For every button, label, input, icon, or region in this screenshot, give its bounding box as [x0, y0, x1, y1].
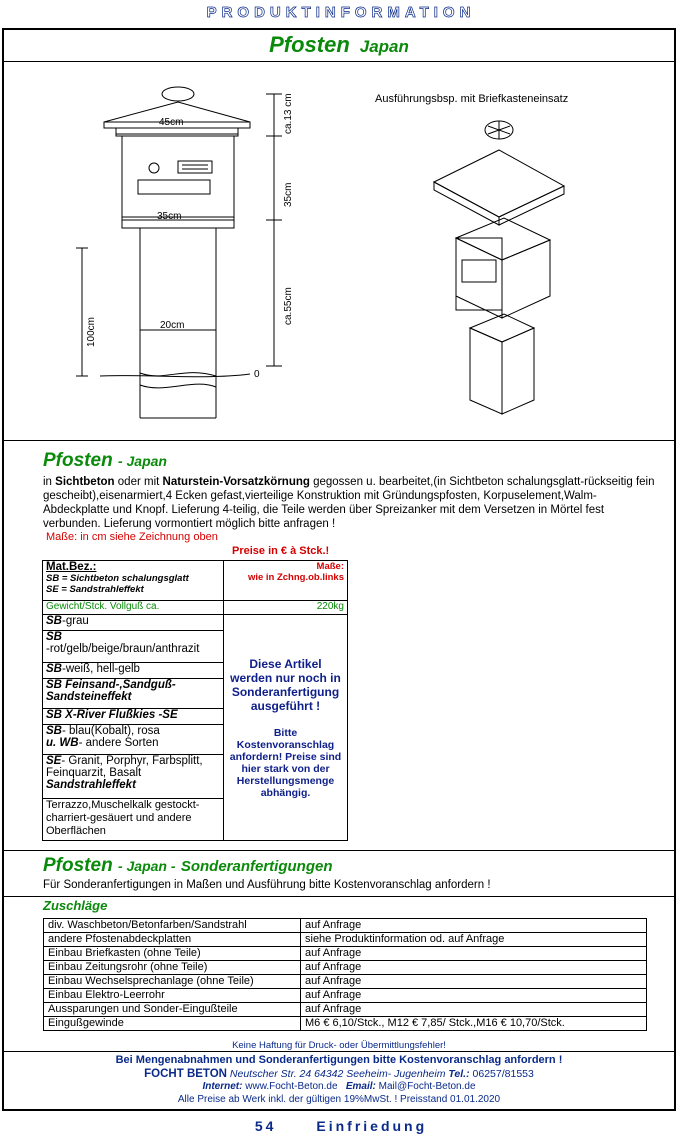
website-link[interactable]: www.Focht-Beton.de	[245, 1081, 338, 1092]
surcharge-item: Einbau Briefkasten (ohne Teile)	[44, 947, 301, 961]
divider	[4, 1051, 674, 1052]
surcharge-item: Aussparungen und Sonder-Eingußteile	[44, 1003, 301, 1017]
table-row	[44, 1017, 647, 1031]
list-item: SB-weiß, hell-gelb	[43, 663, 224, 679]
contact-line: Internet: www.Focht-Beton.de Email: Mail@Focht-Beton.de	[202, 1081, 476, 1092]
technical-drawing	[4, 62, 674, 440]
company-line: FOCHT BETON Neutscher Str. 24 64342 Seeheim- Jugenheim Tel.: 06257/81553	[144, 1068, 534, 1080]
surcharge-item: Eingußgewinde	[44, 1017, 301, 1031]
price-header: Preise in € à Stck.!	[232, 545, 330, 557]
dim-height-100: 100cm	[86, 316, 97, 347]
mail-slot	[138, 180, 210, 194]
surcharge-value: siehe Produktinformation od. auf Anfrage	[301, 933, 647, 947]
list-item: SB X-River Flußkies -SE	[43, 709, 224, 725]
surcharge-value: auf Anfrage	[301, 975, 647, 989]
box-shape	[122, 136, 234, 220]
surcharge-item: div. Waschbeton/Betonfarben/Sandstrahl	[44, 919, 301, 933]
section2-title: Pfosten - Japan - Sonderanfertigungen	[43, 855, 333, 876]
knob-shape	[162, 87, 194, 101]
dim-width-35: 35cm	[157, 211, 182, 222]
dim-zero: 0	[254, 369, 260, 380]
prices-note: Alle Preise ab Werk inkl. der gültigen 19%MwSt. ! Preisstand 01.01.2020	[177, 1094, 501, 1105]
roof-3d	[434, 150, 564, 217]
surcharge-value: auf Anfrage	[301, 919, 647, 933]
table-row	[44, 961, 647, 975]
dim-width-45: 45cm	[159, 117, 184, 128]
surcharge-value: M6 € 6,10/Stck., M12 € 7,85/ Stck.,M16 € 10,70/Stck.	[301, 1017, 647, 1031]
product-series: Japan	[359, 37, 409, 56]
bulk-order-note: Bei Mengenabnahmen und Sonderanfertigungen bitte Kostenvoranschlag anfordern !	[115, 1054, 563, 1066]
surcharge-item: andere Pfostenabdeckplatten	[44, 933, 301, 947]
list-item: SE- Granit, Porphyr, Farbsplitt, Feinquarzit, Basalt Sandstrahleffekt	[43, 755, 224, 799]
list-item: Terrazzo,Muschelkalk gestockt-charriert-gesäuert und andere Oberflächen	[43, 799, 224, 841]
surcharge-value: auf Anfrage	[301, 961, 647, 975]
product-title	[2, 32, 676, 58]
product-name: Pfosten	[269, 32, 350, 57]
surcharge-item: Einbau Elektro-Leerrohr	[44, 989, 301, 1003]
page-number: 54	[254, 1118, 277, 1134]
section1-description: in Sichtbeton oder mit Naturstein-Vorsatzkörnung gegossen u. bearbeitet,(in Sichtbeton schalungsglatt-rückseitig fein gescheibt),eisenarmiert,4 Ecken gefast,vierteilige Konstruktion mit Gründungspfosten, Korpuselement,Walm-Abdeckplatte und Knopf. Lieferung 4-teilig, die Teile werden über Spreizanker mit dem Versetzen in Mörtel fest verbunden. Lieferung vormontiert möglich bitte anfragen !	[43, 476, 655, 530]
list-item: SB- blau(Kobalt), rosa u. WB- andere Sorten	[43, 725, 224, 755]
surcharge-table	[43, 918, 647, 1031]
material-table: Mat.Bez.: SB = Sichtbeton schalungsglatt SE = Sandstrahleffekt Maße: wie in Zchng.ob.links Gewicht/Stck. Vollguß ca. 220kg SB-grau Diese Artikel werden nur noch in Sonderanfertigung ausgeführt ! Bitte Kostenvoranschlag anfordern! Preise sind hier stark von der Herstellungsmenge abhängig. SB -rot/gelb/beige/braun/anthrazit SB-weiß, hell-gelb SB Feinsand-,Sandguß-Sandsteineffekt SB X-River Flußkies -SE SB- blau(Kobalt), rosa u. WB- andere Sorten SE- Granit, Porphyr, Farbsplitt, Feinquarzit, Basalt Sandstrahleffekt Terrazzo,Muschelkalk gestockt-charriert-gesäuert und andere Oberflächen	[42, 560, 348, 841]
table-row	[44, 947, 647, 961]
dim-height-13: ca.13 cm	[283, 93, 294, 134]
surcharge-item: Einbau Wechselsprechanlage (ohne Teile)	[44, 975, 301, 989]
page-header-title: PRODUKTINFORMATION	[206, 4, 476, 21]
dim-height-55: ca.55cm	[283, 287, 294, 325]
zuschlaege-title: Zuschläge	[43, 898, 108, 913]
example-3d-drawing	[434, 121, 564, 414]
dim-height-35: 35cm	[283, 182, 294, 207]
divider	[4, 850, 674, 851]
special-order-notice: Diese Artikel werden nur noch in Sonderanfertigung ausgeführt ! Bitte Kostenvoranschlag anfordern! Preise sind hier stark von der Herstellungsmenge abhängig.	[224, 615, 348, 841]
table-row	[44, 933, 647, 947]
measures-note: Maße: in cm siehe Zeichnung oben	[46, 531, 218, 543]
surcharge-value: auf Anfrage	[301, 947, 647, 961]
list-item: SB Feinsand-,Sandguß-Sandsteineffekt	[43, 679, 224, 709]
email-link[interactable]: Mail@Focht-Beton.de	[378, 1081, 476, 1092]
list-item: SB-grau	[43, 615, 224, 631]
liability-note: Keine Haftung für Druck- oder Übermittlungsfehler!	[232, 1040, 446, 1051]
box-3d-top	[456, 218, 550, 260]
page-category: Einfriedung	[316, 1118, 428, 1134]
surcharge-item: Einbau Zeitungsrohr (ohne Teile)	[44, 961, 301, 975]
table-row	[44, 989, 647, 1003]
list-item: SB -rot/gelb/beige/braun/anthrazit	[43, 631, 224, 663]
divider	[4, 896, 674, 897]
surcharge-value: auf Anfrage	[301, 1003, 647, 1017]
divider	[4, 440, 674, 441]
example-caption: Ausführungsbsp. mit Briefkasteneinsatz	[375, 93, 569, 105]
section1-title: Pfosten - Japan	[43, 450, 167, 471]
surcharge-value: auf Anfrage	[301, 989, 647, 1003]
table-row	[44, 919, 647, 933]
section2-description: Für Sonderanfertigungen in Maßen und Ausführung bitte Kostenvoranschlag anfordern !	[43, 879, 491, 891]
page-footer	[0, 1118, 682, 1134]
table-row	[44, 975, 647, 989]
dim-width-20: 20cm	[160, 320, 185, 331]
table-row	[44, 1003, 647, 1017]
